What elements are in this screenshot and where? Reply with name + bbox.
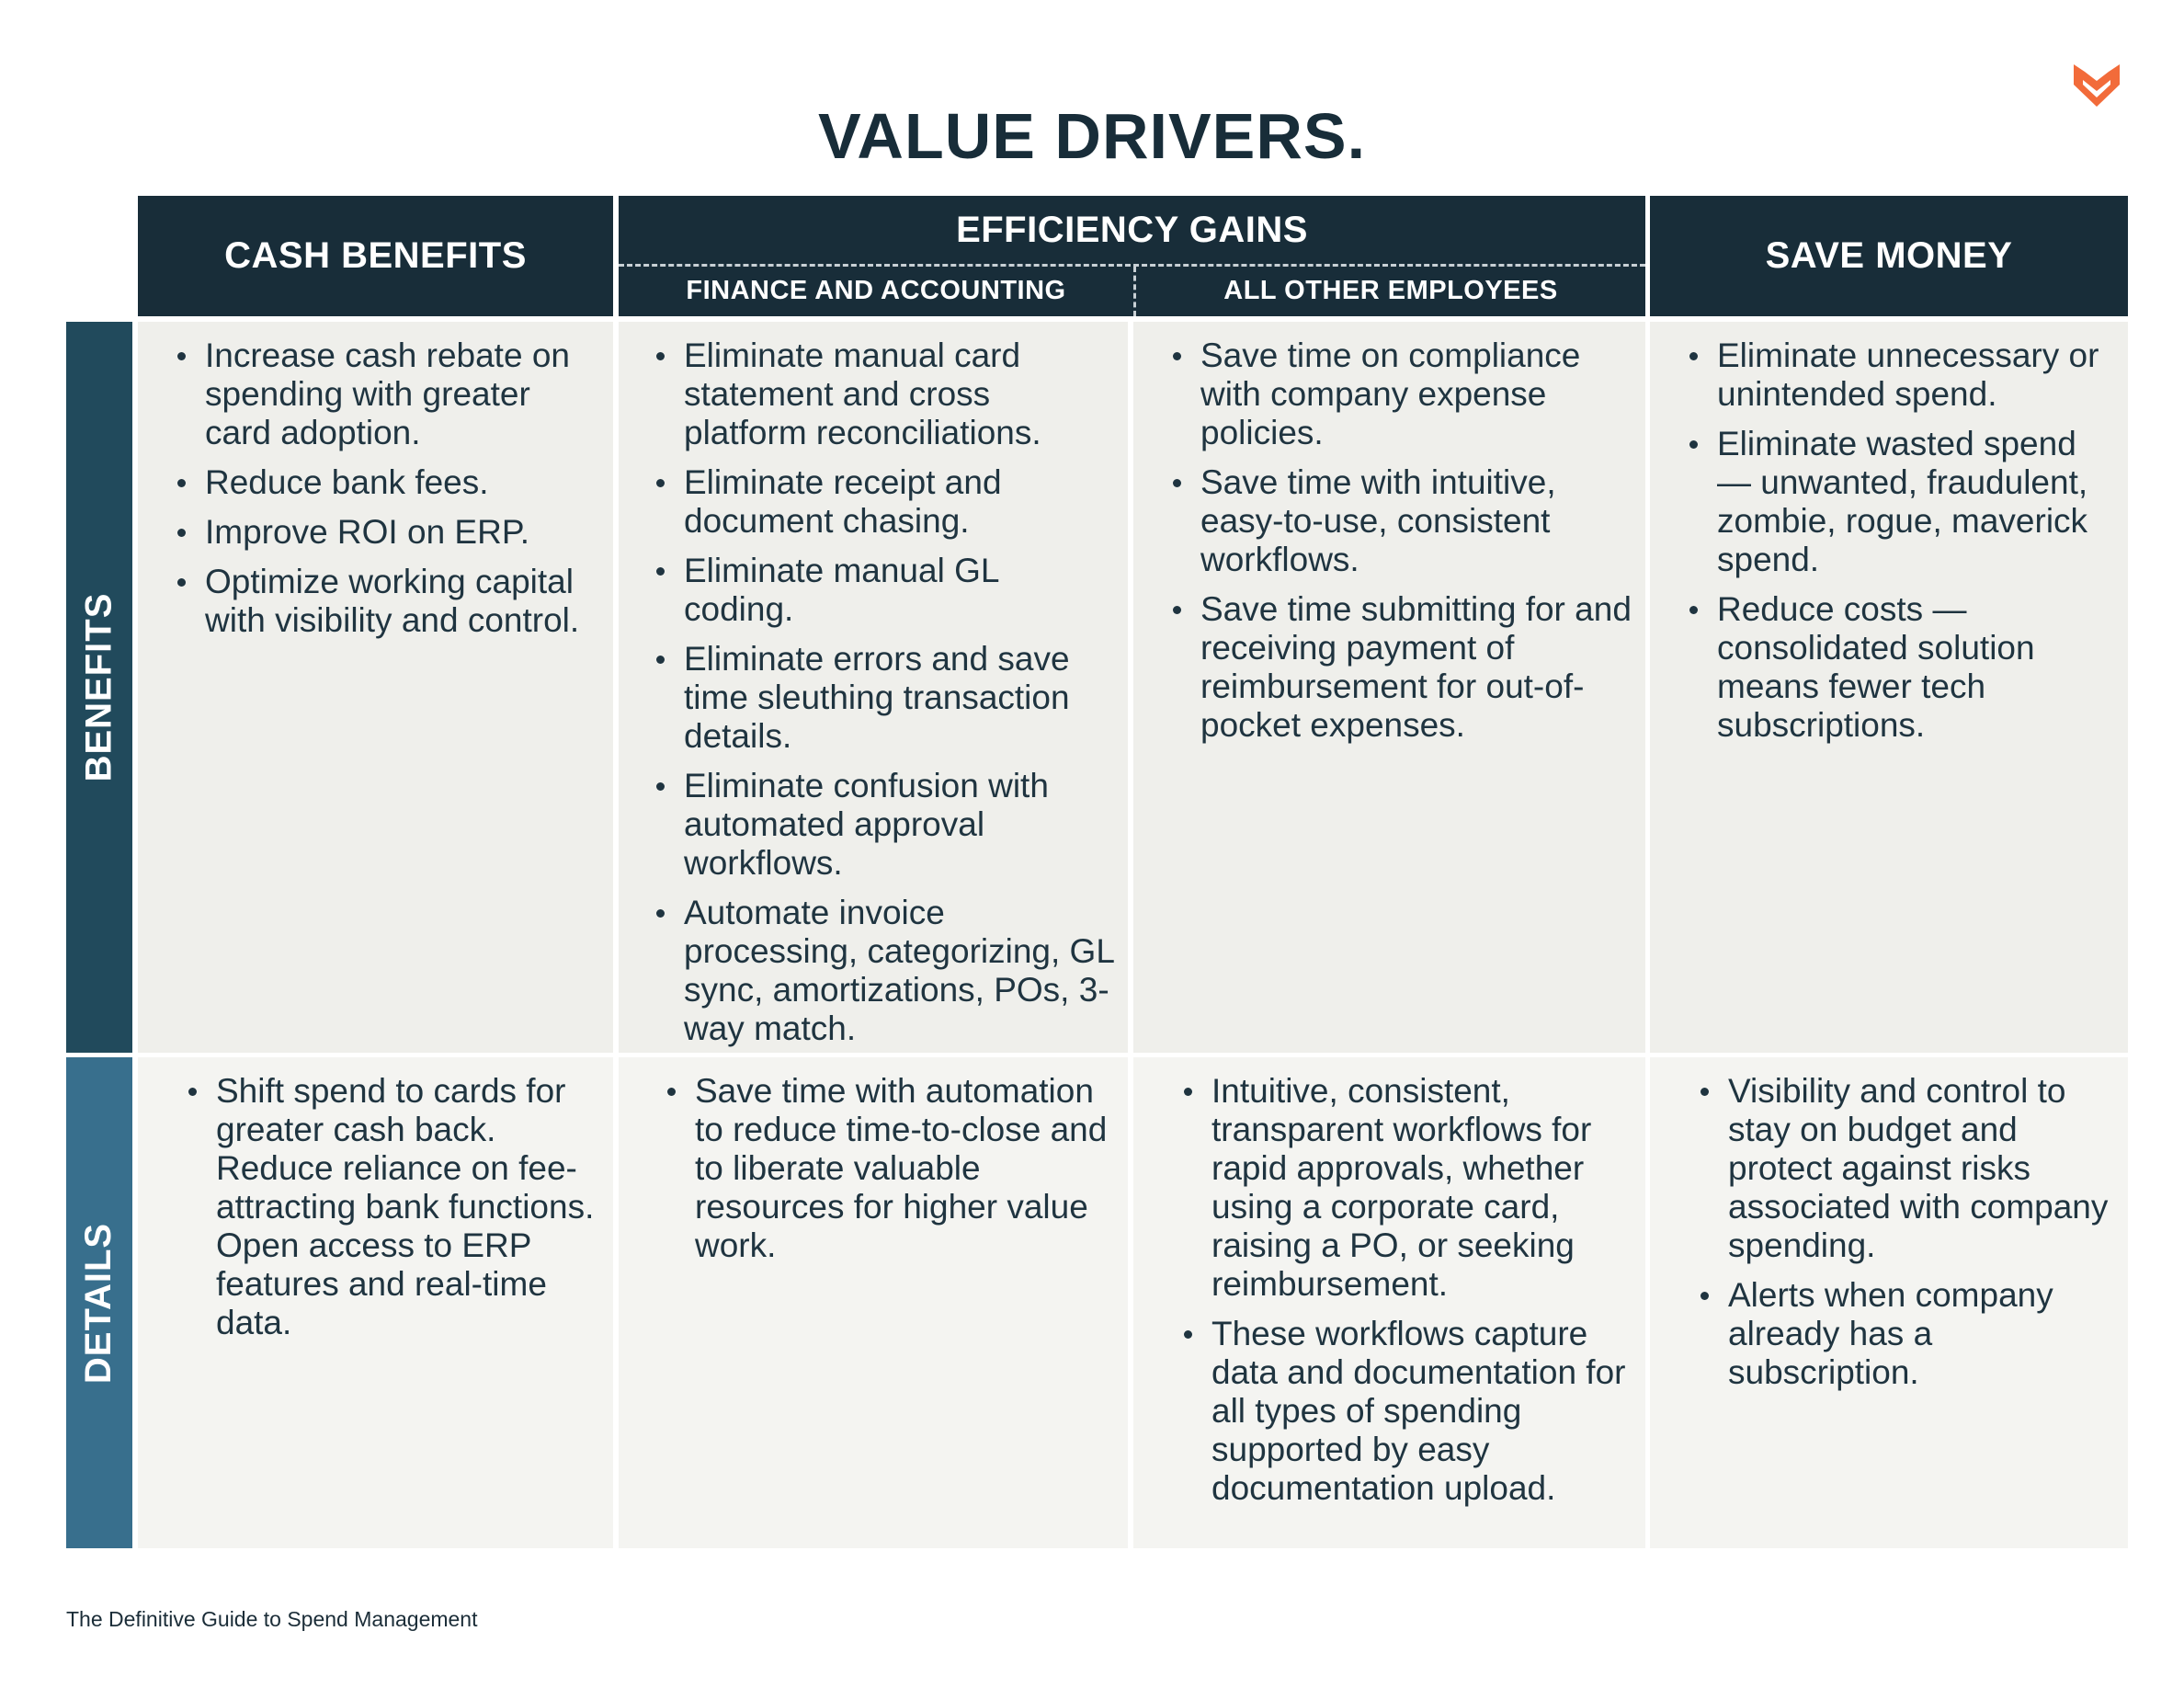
list-item: Increase cash rebate on spending with greater card adoption. [205,336,595,452]
bullet-list [619,1072,1128,1265]
cell-details-save [1650,1057,2128,1548]
header-efficiency-label: EFFICIENCY GAINS [956,209,1308,250]
list-item: Reduce costs — consolidated solution means fewer tech subscriptions. [1717,590,2115,745]
list-item: Eliminate errors and save time sleuthing transaction details. [684,640,1115,756]
header-cash-benefits: CASH BENEFITS [138,196,613,316]
list-item: Shift spend to cards for greater cash back. Reduce reliance on fee-attracting bank functions. Open access to ERP features and real-time data. [216,1072,600,1342]
row-label-details [66,1057,132,1548]
header-dashed-divider [619,264,1645,267]
header-finance-accounting: FINANCE AND ACCOUNTING [686,275,1066,305]
cell-details-cash [138,1057,613,1548]
list-item: Save time with intuitive, easy-to-use, consistent workflows. [1200,463,1632,579]
row-label-benefits-text: BENEFITS [78,592,119,782]
list-item: Intuitive, consistent, transparent workflows for rapid approvals, whether using a corporate card, raising a PO, or seeking reimbursement. [1211,1072,1632,1304]
list-item: Eliminate receipt and document chasing. [684,463,1115,541]
row-label-details-text: DETAILS [78,1222,119,1384]
bullet-list [1133,1072,1645,1508]
bullet-list [619,336,1128,1048]
cell-details-employees [1133,1057,1645,1548]
bullet-list [138,336,613,640]
row-label-benefits [66,322,132,1053]
cell-details-finance [619,1057,1128,1548]
list-item: Save time with automation to reduce time-to-close and to liberate valuable resources for higher value work. [695,1072,1115,1265]
list-item: Eliminate unnecessary or unintended spend. [1717,336,2115,414]
list-item: Alerts when company already has a subscription. [1728,1276,2115,1392]
bullet-list [1650,336,2128,745]
cell-benefits-cash [138,322,613,1053]
bullet-list [1650,1072,2128,1392]
list-item: Eliminate manual GL coding. [684,552,1115,629]
list-item: Reduce bank fees. [205,463,595,502]
header-other-employees: ALL OTHER EMPLOYEES [1223,275,1558,305]
list-item: Eliminate manual card statement and cross platform reconciliations. [684,336,1115,452]
list-item: These workflows capture data and documentation for all types of spending supported by easy documentation upload. [1211,1315,1632,1508]
list-item: Improve ROI on ERP. [205,513,595,552]
cell-benefits-employees [1133,322,1645,1053]
footer-text: The Definitive Guide to Spend Management [66,1607,478,1631]
list-item: Optimize working capital with visibility and control. [205,563,595,640]
bullet-list [1133,336,1645,745]
list-item: Automate invoice processing, categorizing, GL sync, amortizations, POs, 3-way match. [684,894,1114,1047]
list-item: Visibility and control to stay on budget and protect against risks associated with company spending. [1728,1072,2115,1265]
cell-benefits-finance [619,322,1128,1053]
list-item: Save time on compliance with company expense policies. [1200,336,1632,452]
bullet-list [138,1072,613,1342]
list-item: Eliminate wasted spend — unwanted, fraudulent, zombie, rogue, maverick spend. [1717,425,2115,579]
cell-benefits-save [1650,322,2128,1053]
header-efficiency-gains [619,196,1645,316]
list-item: Save time submitting for and receiving payment of reimbursement for out-of-pocket expenses. [1200,590,1632,744]
page-title: VALUE DRIVERS. [817,100,1367,172]
header-save-money: SAVE MONEY [1650,196,2128,316]
list-item: Eliminate confusion with automated approval workflows. [684,767,1115,883]
